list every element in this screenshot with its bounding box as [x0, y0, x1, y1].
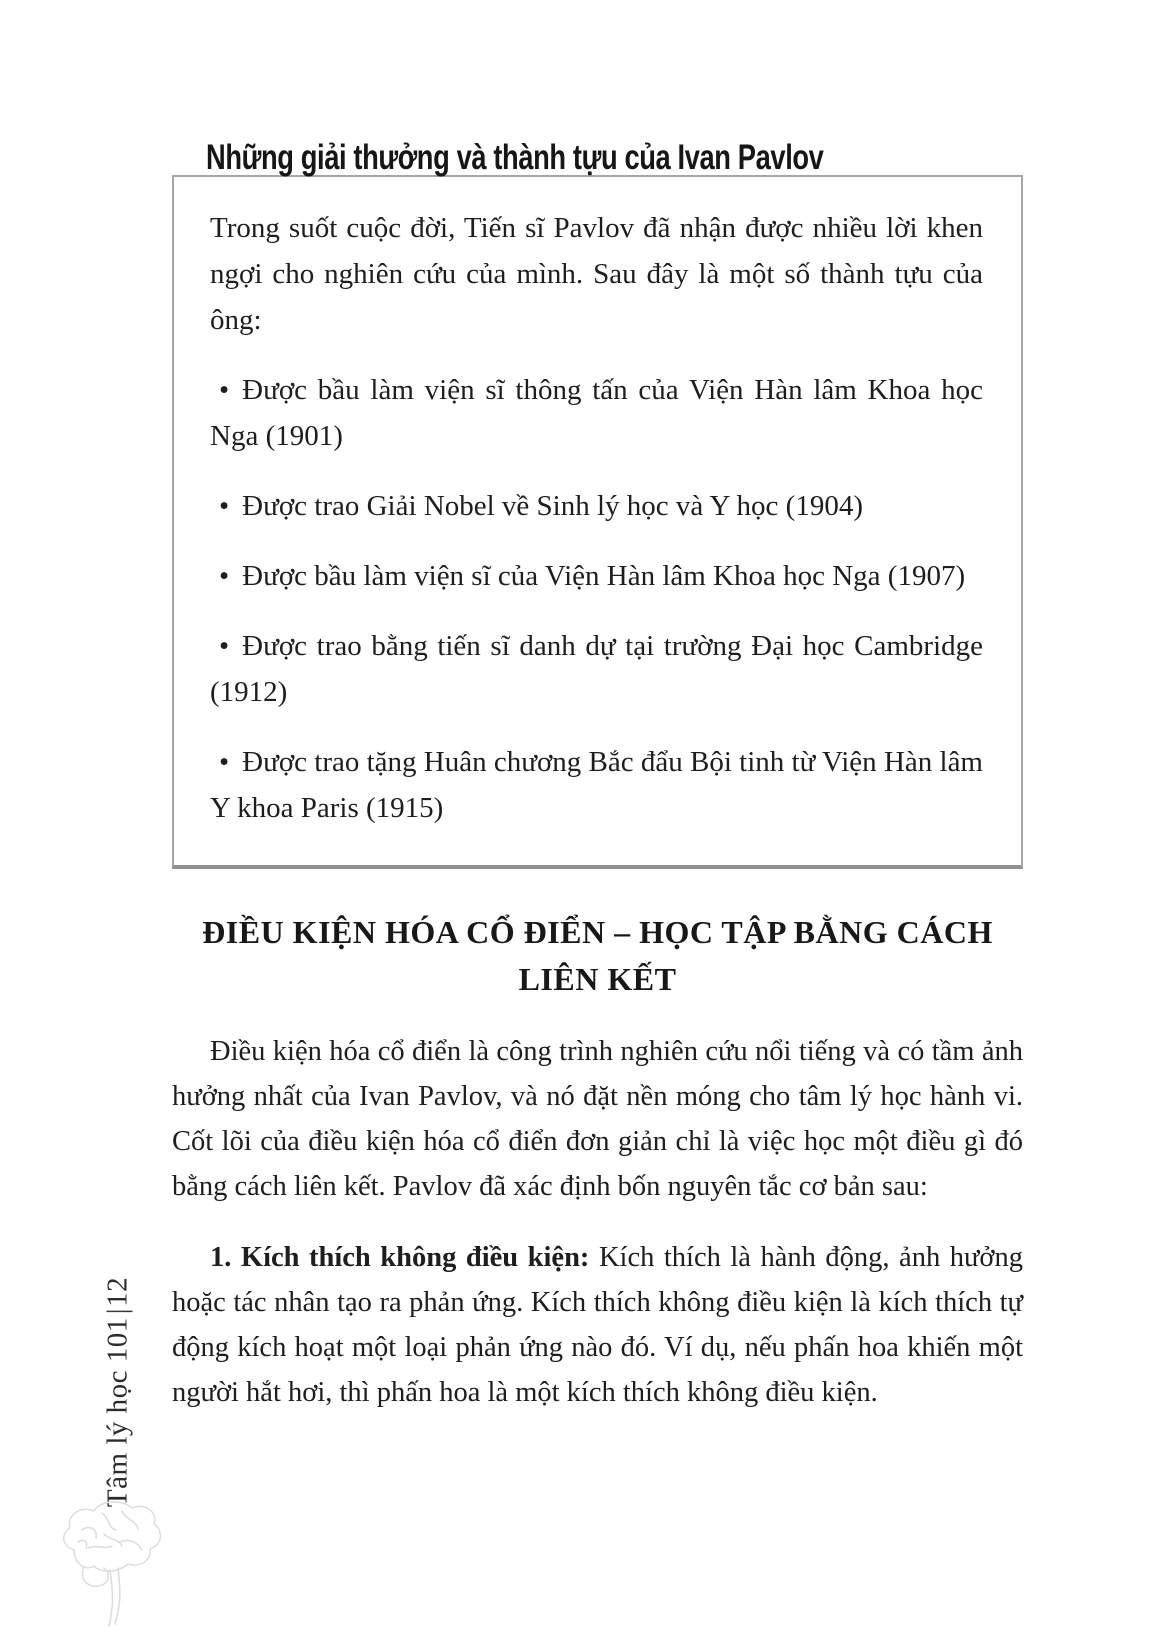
list-item [210, 623, 983, 715]
body-paragraph [172, 1235, 1023, 1415]
page-margin-label [102, 1277, 135, 1507]
brain-icon [52, 1498, 164, 1628]
awards-intro-paragraph: Trong suốt cuộc đời, Tiến sĩ Pavlov đã nhận được nhiều lời khen ngợi cho nghiên cứu của mình. Sau đây là một số thành tựu của ông: [210, 212, 983, 336]
list-item [210, 739, 983, 831]
awards-box-title-text: Những giải thưởng và thành tựu của Ivan Pavlov [206, 138, 824, 177]
bullet-icon: • [219, 490, 230, 522]
list-item [210, 553, 983, 599]
award-text: Được bầu làm viện sĩ thông tấn của Viện Hàn lâm Khoa học Nga (1901) [210, 374, 983, 452]
awards-list [210, 367, 983, 831]
bullet-icon: • [219, 560, 230, 592]
section-heading-line2: LIÊN KẾT [518, 961, 677, 997]
bullet-icon: • [219, 630, 230, 662]
award-text: Được trao Giải Nobel về Sinh lý học và Y học (1904) [242, 490, 863, 522]
section-heading [172, 909, 1023, 1003]
brain-icon-svg [52, 1498, 164, 1628]
page-number: 12 [101, 1276, 134, 1307]
bullet-icon: • [219, 374, 230, 406]
list-item [210, 483, 983, 529]
award-text: Được trao tặng Huân chương Bắc đẩu Bội tinh từ Viện Hàn lâm Y khoa Paris (1915) [210, 746, 983, 824]
award-text: Được bầu làm viện sĩ của Viện Hàn lâm Khoa học Nga (1907) [242, 560, 966, 592]
numbered-item-text: Kích thích là hành động, ảnh hưởng hoặc tác nhân tạo ra phản ứng. Kích thích không điều kiện là kích thích tự động kích hoạt một loại phản ứng nào đó. Ví dụ, nếu phấn hoa khiến một người hắt hơi, thì phấn hoa là một kích thích không điều kiện. [172, 1242, 1023, 1408]
section-heading-line1: ĐIỀU KIỆN HÓA CỔ ĐIỂN – HỌC TẬP BẰNG CÁCH [202, 914, 993, 950]
separator-bar: | [101, 1307, 134, 1315]
numbered-item-label: 1. Kích thích không điều kiện: [210, 1242, 590, 1273]
body-paragraph: Điều kiện hóa cổ điển là công trình nghiên cứu nổi tiếng và có tầm ảnh hưởng nhất của Ivan Pavlov, và nó đặt nền móng cho tâm lý học hành vi. Cốt lõi của điều kiện hóa cổ điển đơn giản chỉ là việc học một điều gì đó bằng cách liên kết. Pavlov đã xác định bốn nguyên tắc cơ bản sau: [172, 1036, 1023, 1202]
awards-box [172, 175, 1023, 869]
awards-box-title [206, 140, 1023, 182]
main-column [172, 140, 1023, 1415]
bullet-icon: • [219, 746, 230, 778]
list-item [210, 367, 983, 459]
award-text: Được trao bằng tiến sĩ danh dự tại trường Đại học Cambridge (1912) [210, 630, 983, 708]
book-title-label: Tâm lý học 101 [101, 1317, 134, 1508]
